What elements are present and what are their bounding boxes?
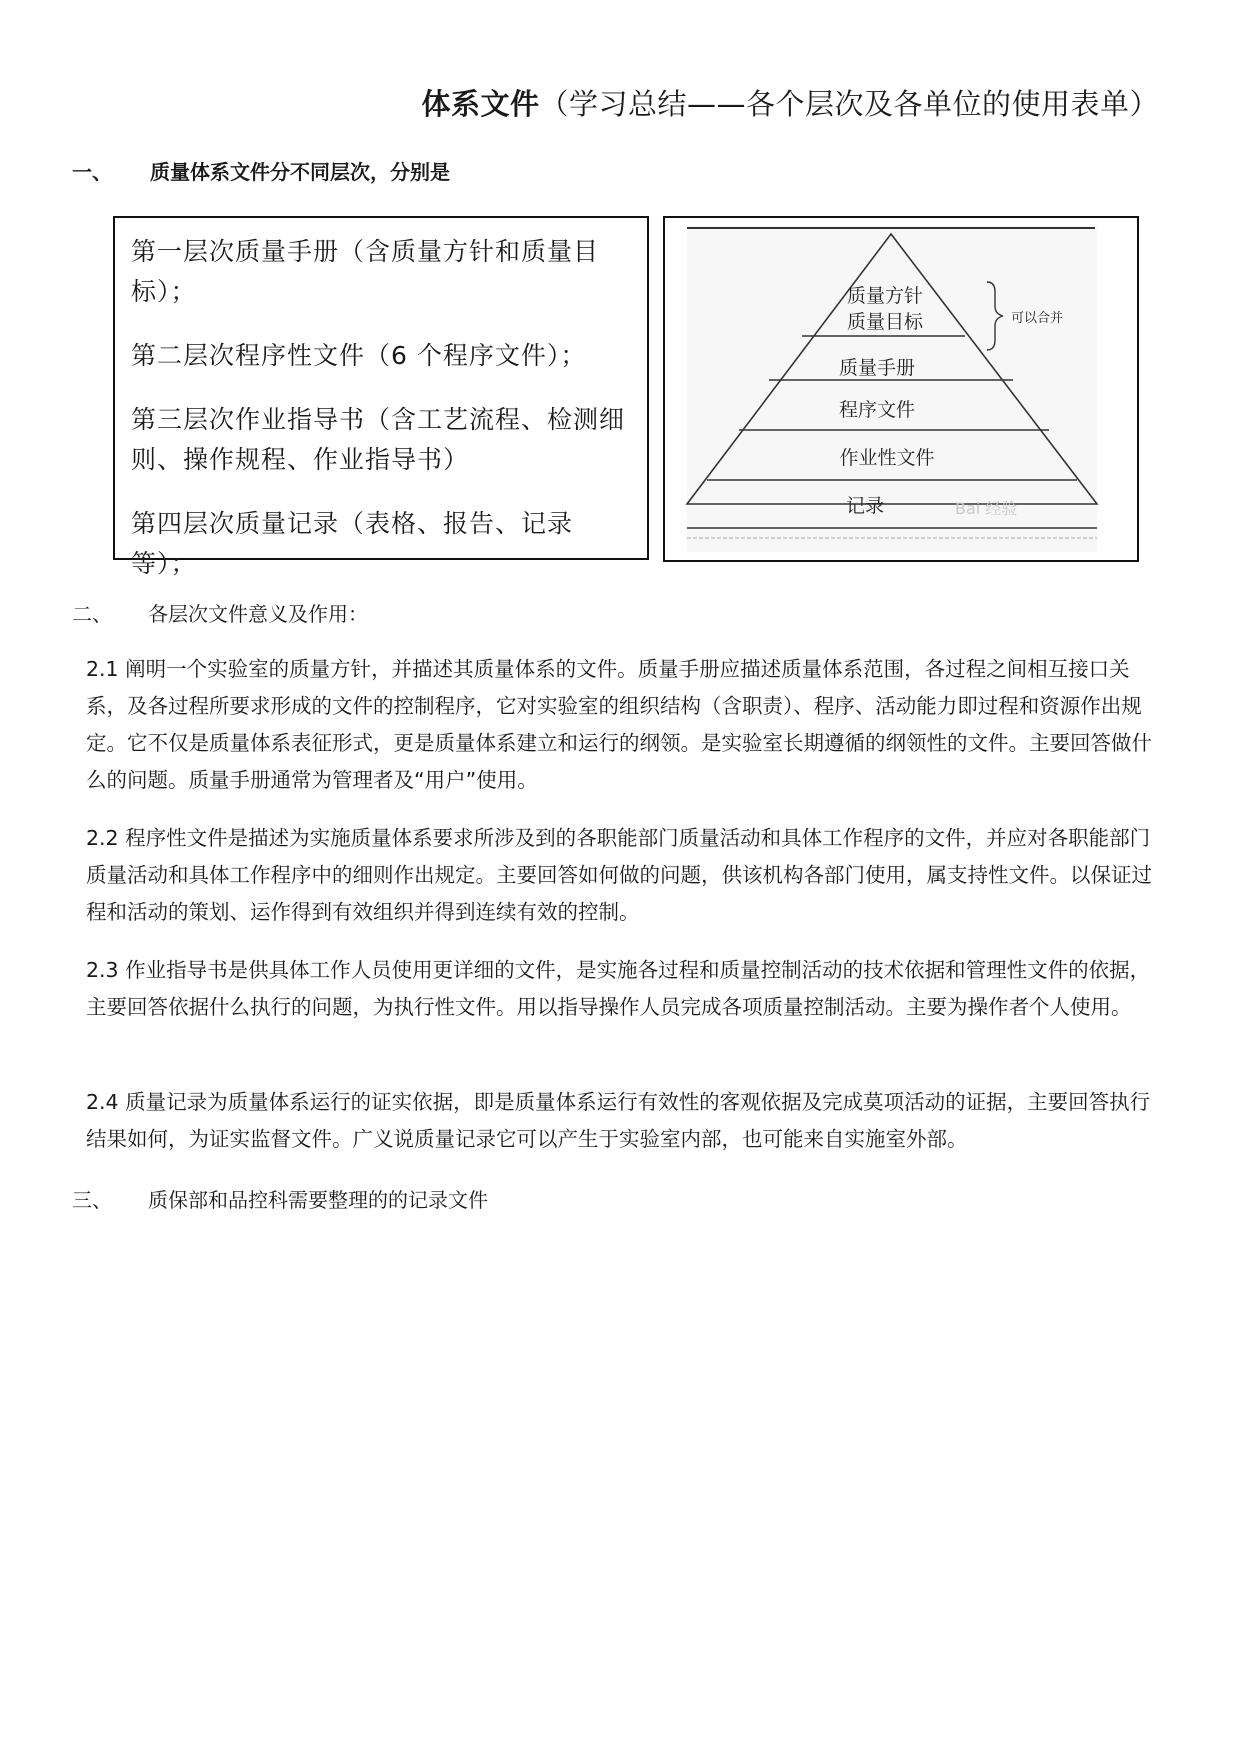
section-1-heading	[72, 156, 450, 185]
section-3-heading	[72, 1184, 488, 1213]
tier-label-quality-manual: 质量手册	[838, 357, 916, 379]
title-rest: （学习总结——各个层次及各单位的使用表单）	[539, 87, 1159, 121]
section-2-number: 二、	[72, 602, 112, 626]
section-1-text: 质量体系文件分不同层次，分别是	[150, 160, 450, 184]
paragraph-2-2: 2.2 程序性文件是描述为实施质量体系要求所涉及到的各职能部门质量活动和具体工作程序的文件，并应对各职能部门质量活动和具体工作程序中的细则作出规定。主要回答如何做的问题，供该机构各部门使用，属支持性文件。以保证过程和活动的策划、运作得到有效组织并得到连续有效的控制。	[86, 826, 1152, 924]
level-item: 第三层次作业指导书（含工艺流程、检测细则、操作规程、作业指导书）	[131, 405, 626, 474]
tier-label-records: 记录	[845, 495, 885, 517]
pyramid-figure-box	[663, 216, 1139, 562]
level-item: 第四层次质量记录（表格、报告、记录等）；	[131, 509, 574, 578]
tier-label-procedure-documents: 程序文件	[838, 399, 916, 421]
section-3-number: 三、	[72, 1188, 112, 1212]
tier-label-work-documents: 作业性文件	[839, 447, 935, 469]
watermark: Bai 经验	[955, 499, 1018, 518]
paragraph-2-1: 2.1 阐明一个实验室的质量方针，并描述其质量体系的文件。质量手册应描述质量体系范围，各过程之间相互接口关系，及各过程所要求形成的文件的控制程序，它对实验室的组织结构（含职责）、程序、活动能力即过程和资源作出规定。它不仅是质量体系表征形式，更是质量体系建立和运行的纲领。是实验室长期遵循的纲领性的文件。主要回答做什么的问题。质量手册通常为管理者及“用户”使用。	[86, 657, 1152, 792]
paragraph-2-3: 2.3 作业指导书是供具体工作人员使用更详细的文件，是实施各过程和质量控制活动的技术依据和管理性文件的依据，主要回答依据什么执行的问题，为执行性文件。用以指导操作人员完成各项质量控制活动。主要为操作者个人使用。	[86, 958, 1151, 1019]
levels-box	[113, 216, 649, 578]
section-1-number: 一、	[72, 160, 112, 184]
paragraph-2-4: 2.4 质量记录为质量体系运行的证实依据，即是质量体系运行有效性的客观依据及完成莫项活动的证据，主要回答执行结果如何，为证实监督文件。广义说质量记录它可以产生于实验室内部，也可能来自实施室外部。	[86, 1090, 1151, 1151]
document-title	[421, 82, 1159, 123]
figure-background	[687, 226, 1097, 552]
section-2-text: 各层次文件意义及作用：	[148, 602, 368, 626]
title-bold: 体系文件	[421, 87, 540, 121]
level-item: 第二层次程序性文件（6 个程序文件）；	[131, 341, 587, 370]
tier-label-quality-objective: 质量目标	[846, 311, 924, 333]
section-2-heading	[72, 598, 368, 627]
section-3-text: 质保部和品控科需要整理的的记录文件	[148, 1188, 488, 1212]
tier-label-quality-policy: 质量方针	[846, 285, 924, 307]
pyramid-diagram	[665, 218, 1137, 560]
level-item: 第一层次质量手册（含质量方针和质量目标）；	[131, 237, 600, 306]
brace-note: 可以合并	[1011, 311, 1064, 326]
